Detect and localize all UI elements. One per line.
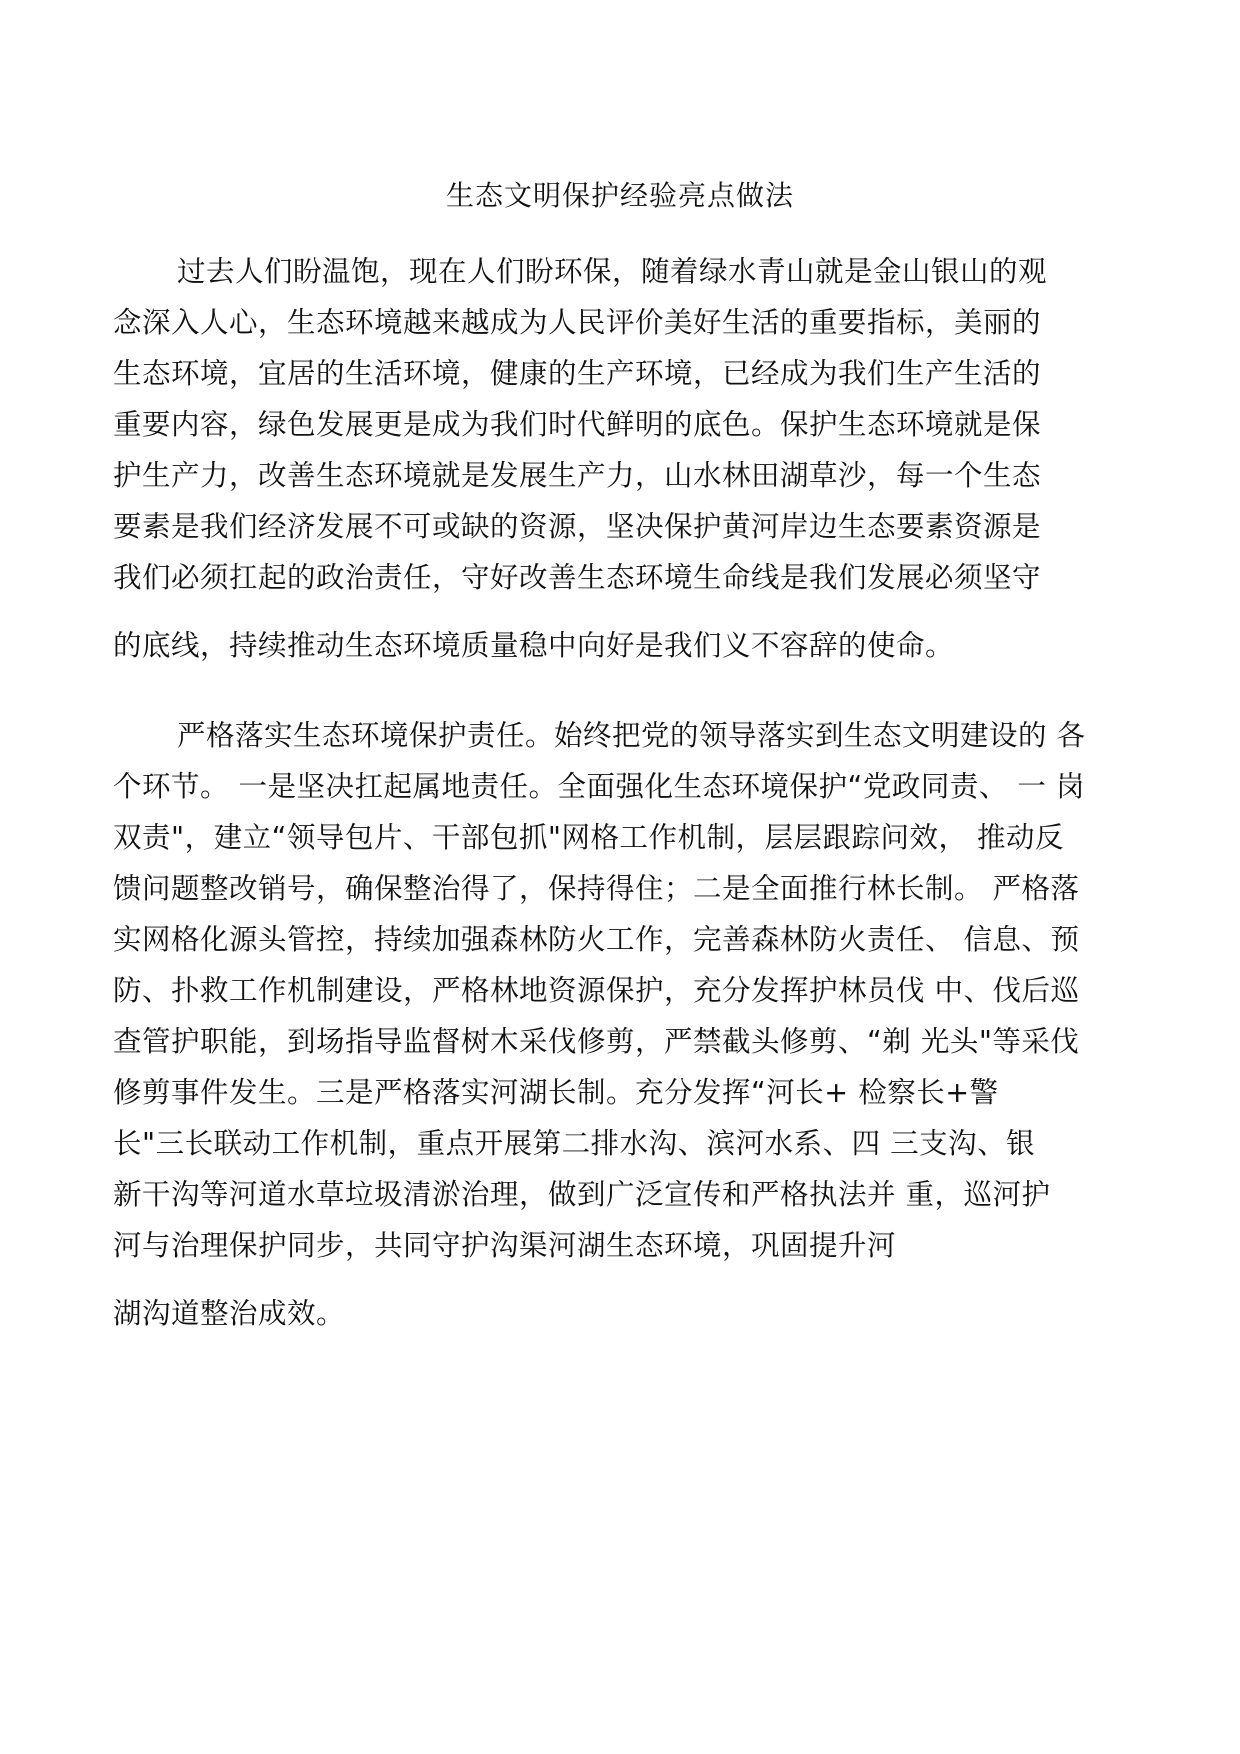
paragraph1-line-5: 护生产力，改善生态环境就是发展生产力，山水林田湖草沙，每一个生态 [113,459,1042,492]
paragraph2-line-3: 双责"，建立“领导包片、干部包抓"网格工作机制，层层跟踪问效， 推动反 [113,821,1065,854]
paragraph2-line-1: 严格落实生态环境保护责任。始终把党的领导落实到生态文明建设的 各 [177,719,1086,752]
paragraph2-line-11: 河与治理保护同步，共同守护沟渠河湖生态环境，巩固提升河 [113,1229,897,1262]
paragraph1-line-1: 过去人们盼温饱，现在人们盼环保，随着绿水青山就是金山银山的观 [177,255,1048,288]
paragraph1-line-3: 生态环境，宜居的生活环境，健康的生产环境，已经成为我们生产生活的 [113,357,1042,390]
paragraph2-line-9: 长"三长联动工作机制，重点开展第二排水沟、滨河水系、四 三支沟、银 [113,1127,1036,1160]
paragraph1-line-4: 重要内容，绿色发展更是成为我们时代鲜明的底色。保护生态环境就是保 [113,408,1042,441]
paragraph2-line-6: 防、扑救工作机制建设，严格林地资源保护，充分发挥护林员伐 中、伐后巡 [113,974,1080,1007]
document-title: 生态文明保护经验亮点做法 [445,179,794,212]
paragraph1-line-2: 念深入人心，生态环境越来越成为人民评价美好生活的重要指标，美丽的 [113,306,1042,339]
paragraph2-line-5: 实网格化源头管控，持续加强森林防火工作，完善森林防火责任、 信息、预 [113,923,1080,956]
paragraph2-line-7: 查管护职能，到场指导监督树木采伐修剪，严禁截头修剪、“剃 光头"等采伐 [113,1025,1080,1058]
paragraph2-line-2: 个环节。 一是坚决扛起属地责任。全面强化生态环境保护“党政同责、 一 岗 [113,770,1085,803]
paragraph1-line-6: 要素是我们经济发展不可或缺的资源，坚决保护黄河岸边生态要素资源是 [113,510,1042,543]
paragraph2-line-4: 馈问题整改销号，确保整治得了，保持得住；二是全面推行林长制。 严格落 [113,872,1080,905]
paragraph1-line-8: 的底线，持续推动生态环境质量稳中向好是我们义不容辞的使命。 [113,629,955,662]
paragraph2-line-8: 修剪事件发生。三是严格落实河湖长制。充分发挥“河长+ 检察长+警 [113,1076,999,1109]
paragraph2-line-10: 新干沟等河道水草垃圾清淤治理，做到广泛宣传和严格执法并 重，巡河护 [113,1178,1051,1211]
paragraph1-line-7: 我们必须扛起的政治责任，守好改善生态环境生命线是我们发展必须坚守 [113,561,1042,594]
paragraph2-line-12: 湖沟道整治成效。 [113,1297,346,1330]
